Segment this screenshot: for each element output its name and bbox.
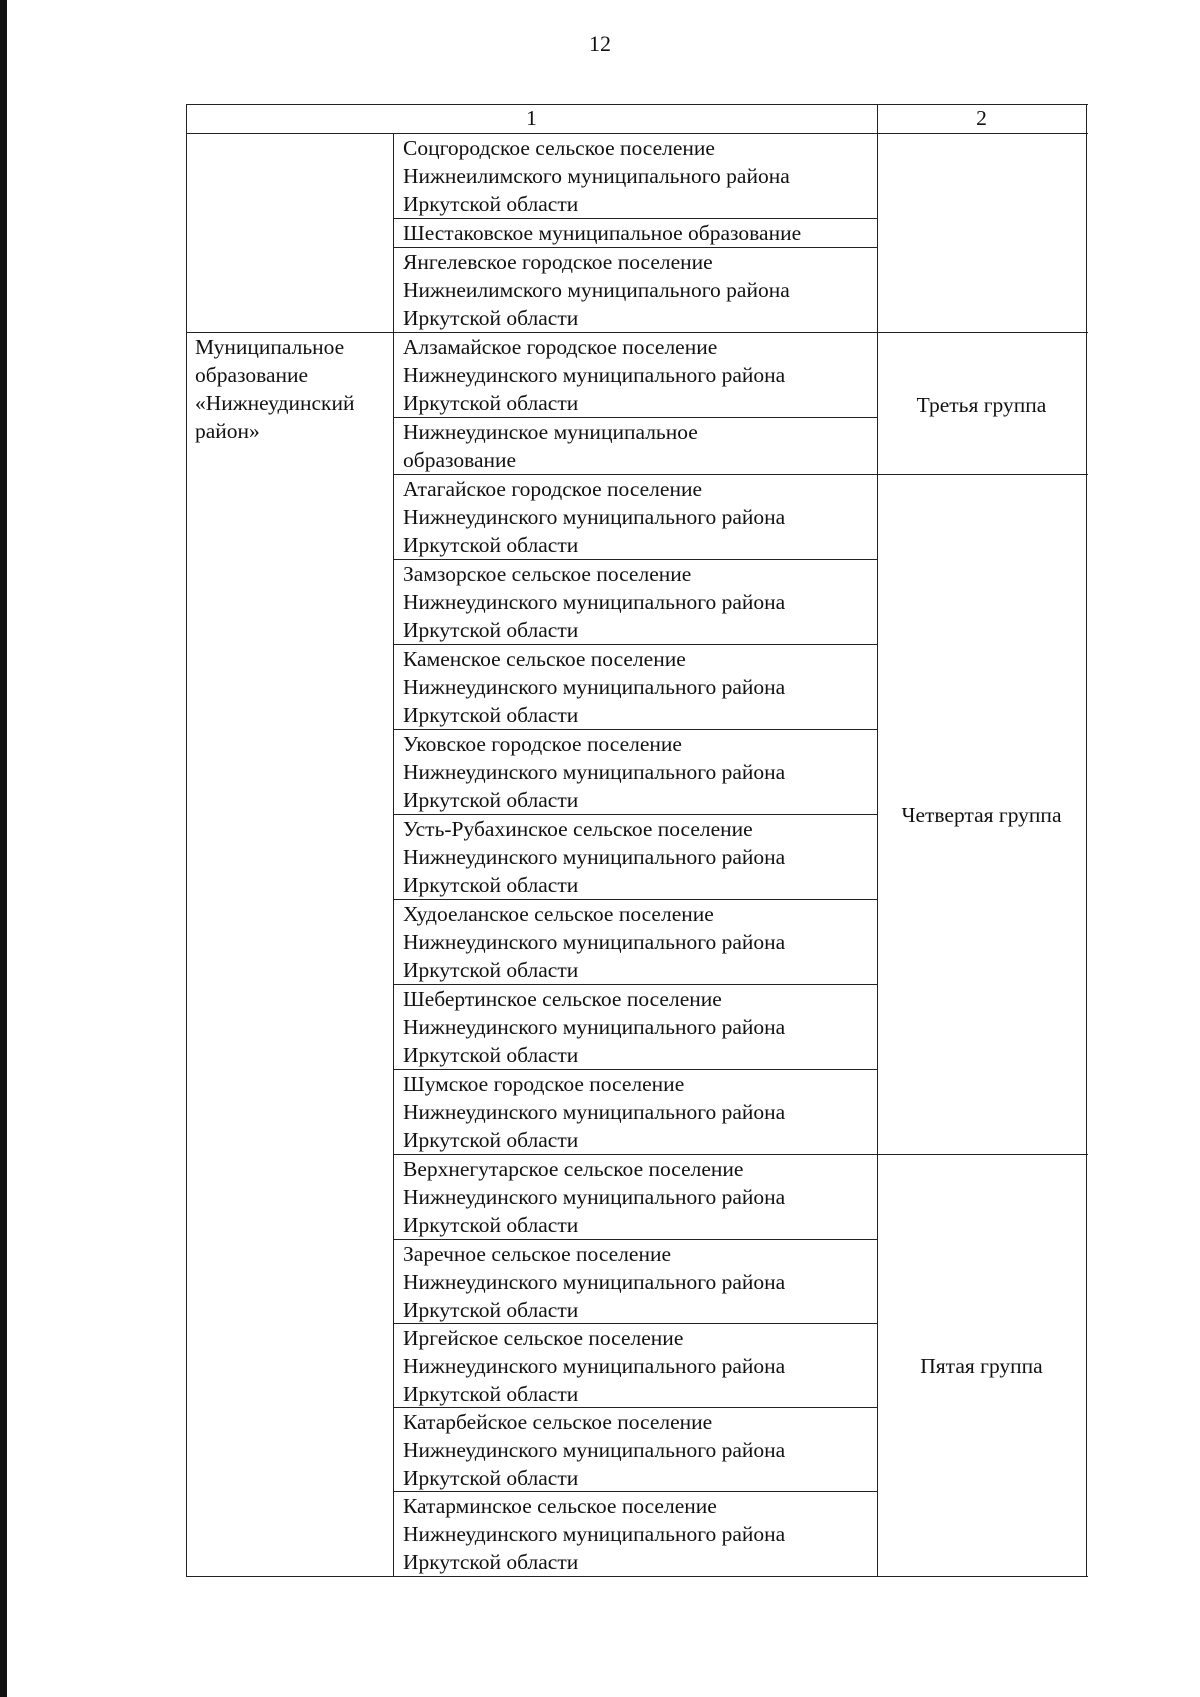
entity-cell: Янгелевское городское поселение Нижнеилимского муниципального района Иркутской области — [403, 250, 790, 330]
table-left-border — [186, 104, 187, 1576]
group-label-fifth: Пятая группа — [920, 1354, 1043, 1378]
entity-cell: Усть-Рубахинское сельское поселение Нижнеудинского муниципального района Иркутской области — [403, 817, 786, 897]
group-label-third: Третья группа — [916, 393, 1047, 417]
table-right-border — [1086, 104, 1087, 1576]
scan-edge — [0, 0, 7, 1697]
entity-cell: Замзорское сельское поселение Нижнеудинского муниципального района Иркутской области — [403, 562, 786, 642]
entity-cell: Худоеланское сельское поселение Нижнеудинского муниципального района Иркутской области — [403, 902, 786, 982]
entity-cell: Иргейское сельское поселение Нижнеудинского муниципального района Иркутской области — [403, 1326, 786, 1406]
entity-cell: Заречное сельское поселение Нижнеудинского муниципального района Иркутской области — [403, 1242, 786, 1322]
entity-cell: Катарминское сельское поселение Нижнеудинского муниципального района Иркутской области — [403, 1494, 786, 1574]
entity-cell: Нижнеудинское муниципальное образование — [403, 420, 698, 472]
entity-cell: Катарбейское сельское поселение Нижнеудинского муниципального района Иркутской области — [403, 1410, 786, 1490]
entity-cell: Каменское сельское поселение Нижнеудинского муниципального района Иркутской области — [403, 647, 786, 727]
entity-cell: Шебертинское сельское поселение Нижнеудинского муниципального района Иркутской области — [403, 987, 786, 1067]
entity-cell: Уковское городское поселение Нижнеудинского муниципального района Иркутской области — [403, 732, 786, 812]
page-number: 12 — [589, 31, 611, 56]
entity-cell: Шумское городское поселение Нижнеудинского муниципального района Иркутской области — [403, 1072, 786, 1152]
entity-cell: Шестаковское муниципальное образование — [403, 221, 802, 245]
entity-cell: Алзамайское городское поселение Нижнеудинского муниципального района Иркутской области — [403, 335, 786, 415]
entity-cell: Атагайское городское поселение Нижнеудинского муниципального района Иркутской области — [403, 477, 786, 557]
header-column-2: 2 — [976, 106, 987, 130]
group-label-fourth: Четвертая группа — [901, 803, 1062, 827]
table-bottom-border — [186, 1576, 1088, 1577]
entity-cell: Верхнегутарское сельское поселение Нижнеудинского муниципального района Иркутской области — [403, 1157, 786, 1237]
district-cell: Муниципальное образование «Нижнеудинский район» — [195, 335, 355, 443]
header-column-1: 1 — [526, 106, 537, 130]
entity-cell: Соцгородское сельское поселение Нижнеилимского муниципального района Иркутской области — [403, 136, 790, 216]
column-divider-district — [393, 133, 394, 1576]
